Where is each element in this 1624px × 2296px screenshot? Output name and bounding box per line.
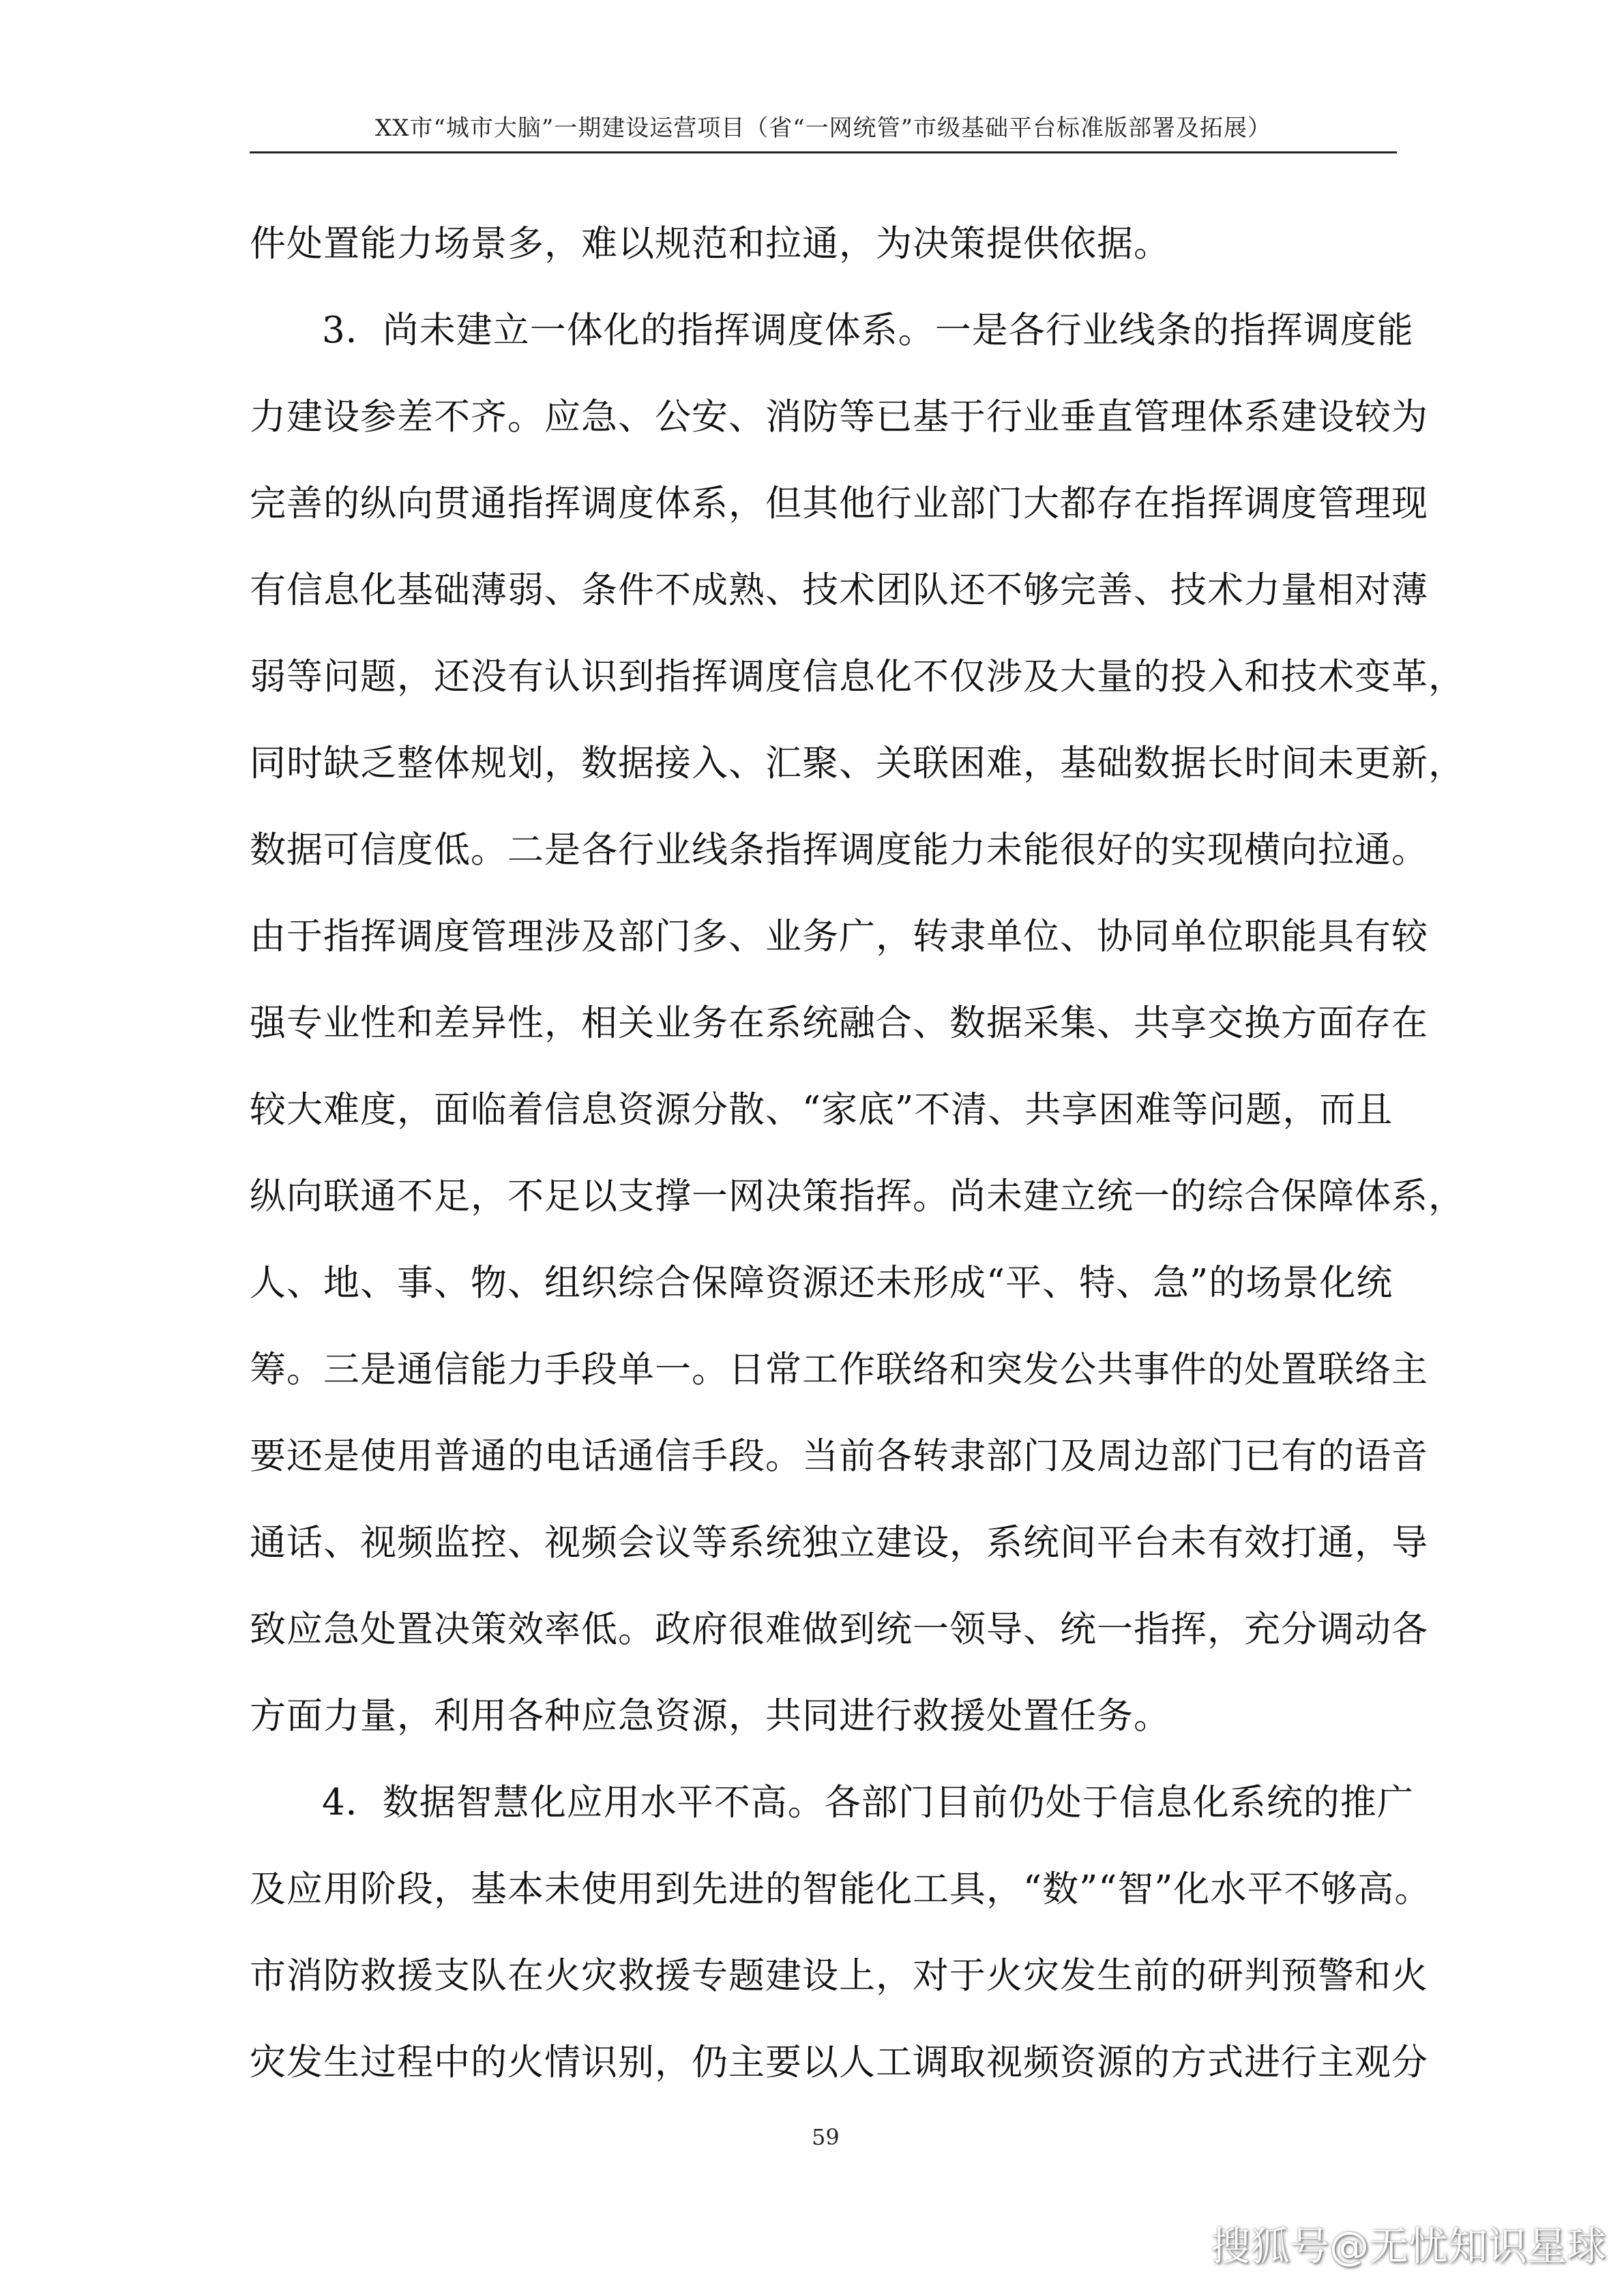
body-line: 人、地、事、物、组织综合保障资源还未形成“平、特、急”的场景化统 bbox=[250, 1262, 1393, 1304]
body-line: 弱等问题，还没有认识到指挥调度信息化不仅涉及大量的投入和技术变革， bbox=[250, 656, 1465, 698]
section-3-heading-line: 3．尚未建立一体化的指挥调度体系。一是各行业线条的指挥调度能 bbox=[322, 310, 1414, 351]
body-line: 有信息化基础薄弱、条件不成熟、技术团队还不够完善、技术力量相对薄 bbox=[250, 569, 1428, 611]
body-line: 要还是使用普通的电话通信手段。当前各转隶部门及周边部门已有的语音 bbox=[250, 1435, 1428, 1477]
body-line: 同时缺乏整体规划，数据接入、汇聚、关联困难，基础数据长时间未更新， bbox=[250, 743, 1465, 784]
section-4-heading-line: 4．数据智慧化应用水平不高。各部门目前仍处于信息化系统的推广 bbox=[322, 1782, 1414, 1823]
header-title: XX市“城市大脑”一期建设运营项目（省“一网统管”市级基础平台标准版部署及拓展） bbox=[375, 115, 1271, 142]
body-line: 致应急处置决策效率低。政府很难做到统一领导、统一指挥，充分调动各 bbox=[250, 1609, 1428, 1650]
body-line: 通话、视频监控、视频会议等系统独立建设，系统间平台未有效打通，导 bbox=[250, 1522, 1428, 1564]
body-line: 完善的纵向贯通指挥调度体系，但其他行业部门大都存在指挥调度管理现 bbox=[250, 483, 1428, 524]
body-line: 件处置能力场景多，难以规范和拉通，为决策提供依据。 bbox=[250, 223, 1170, 265]
body-line: 方面力量，利用各种应急资源，共同进行救援处置任务。 bbox=[250, 1695, 1170, 1737]
body-line: 灾发生过程中的火情识别，仍主要以人工调取视频资源的方式进行主观分 bbox=[250, 2042, 1428, 2083]
body-line: 筹。三是通信能力手段单一。日常工作联络和突发公共事件的处置联络主 bbox=[250, 1349, 1428, 1390]
body-line: 较大难度，面临着信息资源分散、“家底”不清、共享困难等问题，而且 bbox=[250, 1089, 1393, 1131]
document-body bbox=[250, 200, 1465, 2106]
page-number: 59 bbox=[812, 2124, 840, 2150]
body-line: 及应用阶段，基本未使用到先进的智能化工具，“数”“智”化水平不够高。 bbox=[250, 1868, 1432, 1910]
body-line: 强专业性和差异性，相关业务在系统融合、数据采集、共享交换方面存在 bbox=[250, 1002, 1428, 1044]
body-line: 纵向联通不足，不足以支撑一网决策指挥。尚未建立统一的综合保障体系， bbox=[250, 1176, 1465, 1217]
body-line: 数据可信度低。二是各行业线条指挥调度能力未能很好的实现横向拉通。 bbox=[250, 829, 1428, 871]
body-line: 由于指挥调度管理涉及部门多、业务广，转隶单位、协同单位职能具有较 bbox=[250, 916, 1428, 957]
page-header bbox=[250, 113, 1397, 153]
body-line: 力建设参差不齐。应急、公安、消防等已基于行业垂直管理体系建设较为 bbox=[250, 396, 1428, 438]
watermark: 搜狐号@无忧知识星球 bbox=[1210, 2223, 1606, 2269]
body-line: 市消防救援支队在火灾救援专题建设上，对于火灾发生前的研判预警和火 bbox=[250, 1955, 1428, 1997]
